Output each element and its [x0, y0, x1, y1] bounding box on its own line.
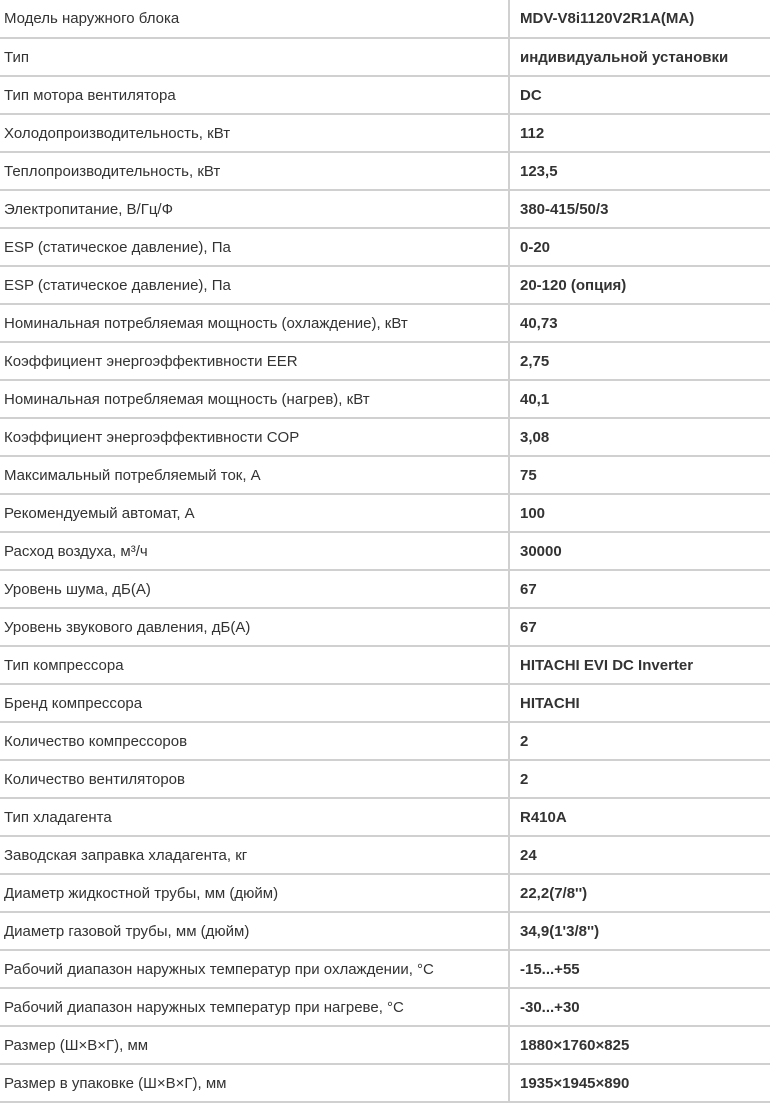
spec-value: 2 [509, 722, 770, 760]
table-row [0, 570, 770, 608]
spec-value: 67 [509, 608, 770, 646]
spec-value: 40,73 [509, 304, 770, 342]
table-row [0, 456, 770, 494]
spec-label: Уровень шума, дБ(А) [0, 570, 509, 608]
spec-value: HITACHI [509, 684, 770, 722]
spec-value: 112 [509, 114, 770, 152]
table-row [0, 190, 770, 228]
spec-value: 1935×1945×890 [509, 1064, 770, 1102]
spec-value: 100 [509, 494, 770, 532]
spec-label: Уровень звукового давления, дБ(А) [0, 608, 509, 646]
spec-label: Тип хладагента [0, 798, 509, 836]
table-row [0, 836, 770, 874]
spec-value: 1880×1760×825 [509, 1026, 770, 1064]
spec-value: 67 [509, 570, 770, 608]
table-row [0, 1064, 770, 1102]
spec-label: Теплопроизводительность, кВт [0, 152, 509, 190]
table-row [0, 798, 770, 836]
table-row [0, 760, 770, 798]
spec-label: ESP (статическое давление), Па [0, 266, 509, 304]
spec-value: 30000 [509, 532, 770, 570]
spec-label: Электропитание, В/Гц/Ф [0, 190, 509, 228]
table-row [0, 722, 770, 760]
spec-label: Коэффициент энергоэффективности COP [0, 418, 509, 456]
table-row [0, 988, 770, 1026]
spec-label: Номинальная потребляемая мощность (охлаждение), кВт [0, 304, 509, 342]
spec-label: Модель наружного блока [0, 0, 509, 38]
spec-value: -30...+30 [509, 988, 770, 1026]
spec-value: DC [509, 76, 770, 114]
table-row [0, 912, 770, 950]
table-row [0, 874, 770, 912]
spec-value: 75 [509, 456, 770, 494]
spec-label: Бренд компрессора [0, 684, 509, 722]
spec-label: Размер в упаковке (Ш×В×Г), мм [0, 1064, 509, 1102]
table-row [0, 418, 770, 456]
spec-label: Тип компрессора [0, 646, 509, 684]
spec-label: Номинальная потребляемая мощность (нагрев), кВт [0, 380, 509, 418]
table-row [0, 342, 770, 380]
spec-value: 2,75 [509, 342, 770, 380]
spec-label: Размер (Ш×В×Г), мм [0, 1026, 509, 1064]
spec-label: ESP (статическое давление), Па [0, 228, 509, 266]
spec-value: 2 [509, 760, 770, 798]
spec-value: 380-415/50/3 [509, 190, 770, 228]
table-row [0, 0, 770, 38]
spec-label: Рабочий диапазон наружных температур при нагреве, °С [0, 988, 509, 1026]
table-row [0, 76, 770, 114]
spec-value: индивидуальной установки [509, 38, 770, 76]
spec-label: Количество вентиляторов [0, 760, 509, 798]
spec-label: Тип [0, 38, 509, 76]
spec-value: 24 [509, 836, 770, 874]
spec-label: Диаметр жидкостной трубы, мм (дюйм) [0, 874, 509, 912]
table-row [0, 152, 770, 190]
spec-value: 22,2(7/8'') [509, 874, 770, 912]
spec-value: 123,5 [509, 152, 770, 190]
table-row [0, 304, 770, 342]
spec-label: Диаметр газовой трубы, мм (дюйм) [0, 912, 509, 950]
table-row [0, 950, 770, 988]
table-row [0, 494, 770, 532]
table-row [0, 532, 770, 570]
spec-value: 20-120 (опция) [509, 266, 770, 304]
spec-value: 0-20 [509, 228, 770, 266]
table-row [0, 114, 770, 152]
table-row [0, 266, 770, 304]
spec-label: Количество компрессоров [0, 722, 509, 760]
spec-value: 34,9(1'3/8'') [509, 912, 770, 950]
table-row [0, 608, 770, 646]
table-row [0, 646, 770, 684]
spec-label: Рекомендуемый автомат, А [0, 494, 509, 532]
spec-label: Максимальный потребляемый ток, А [0, 456, 509, 494]
table-row [0, 1026, 770, 1064]
table-row [0, 380, 770, 418]
spec-label: Тип мотора вентилятора [0, 76, 509, 114]
table-row [0, 228, 770, 266]
spec-label: Холодопроизводительность, кВт [0, 114, 509, 152]
spec-value: -15...+55 [509, 950, 770, 988]
table-row [0, 684, 770, 722]
spec-label: Коэффициент энергоэффективности EER [0, 342, 509, 380]
spec-value: 40,1 [509, 380, 770, 418]
spec-label: Рабочий диапазон наружных температур при охлаждении, °С [0, 950, 509, 988]
table-row [0, 38, 770, 76]
spec-value: R410A [509, 798, 770, 836]
spec-label: Заводская заправка хладагента, кг [0, 836, 509, 874]
spec-value: HITACHI EVI DC Inverter [509, 646, 770, 684]
spec-value: 3,08 [509, 418, 770, 456]
spec-label: Расход воздуха, м³/ч [0, 532, 509, 570]
spec-value: MDV-V8i1120V2R1A(MA) [509, 0, 770, 38]
